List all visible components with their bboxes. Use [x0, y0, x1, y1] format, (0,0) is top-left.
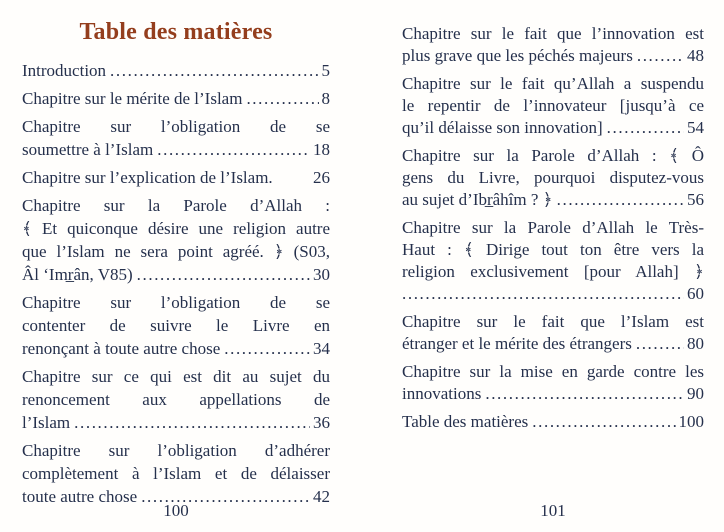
page-ref: 26 — [313, 168, 330, 187]
toc-entry-line: complètement à l’Islam et de délaisser — [22, 464, 330, 483]
toc-entries-left — [22, 59, 330, 508]
page-ref: 42 — [313, 487, 330, 506]
toc-entry-text: soumettre à l’Islam — [22, 140, 154, 159]
toc-entry-text: Chapitre sur l’explication de l’Islam. — [22, 168, 273, 187]
toc-entry-line: contenter de suivre le Livre en — [22, 316, 330, 335]
toc-entry-text: Chapitre sur le mérite de l’Islam — [22, 89, 243, 108]
toc-entry — [402, 145, 704, 211]
page-right — [402, 23, 704, 439]
dot-leader — [246, 87, 318, 110]
dot-leader — [157, 138, 310, 161]
toc-entry-line: Chapitre sur le fait que l’innovation est — [402, 24, 704, 43]
toc-entry-lastline — [22, 87, 330, 110]
toc-entry — [22, 365, 330, 434]
page-left — [22, 16, 330, 513]
dot-leader — [636, 333, 684, 355]
toc-entry-text: innovations — [402, 384, 482, 403]
toc-entry-line: Chapitre sur l’obligation de se — [22, 293, 330, 312]
page-ref: 60 — [687, 284, 704, 303]
toc-entry — [22, 166, 330, 189]
toc-entry-lastline — [22, 138, 330, 161]
page-ref: 5 — [321, 61, 330, 80]
toc-entry-line: Chapitre sur le fait qu’Allah a suspendu — [402, 74, 704, 93]
toc-entry-text: plus grave que les péchés majeurs — [402, 46, 633, 65]
dot-leader — [557, 189, 684, 211]
toc-entry — [22, 194, 330, 286]
toc-entry-lastline — [402, 411, 704, 433]
toc-entry-line: Haut : ﴾ Dirige tout ton être vers la — [402, 240, 704, 259]
toc-entry-lastline — [22, 411, 330, 434]
page-ref: 90 — [687, 384, 704, 403]
dot-leader — [137, 263, 310, 286]
toc-entry-line: le repentir de l’innovateur [jusqu’à ce — [402, 96, 704, 115]
toc-entry-text: renonçant à toute autre chose — [22, 339, 221, 358]
toc-entry-line: Chapitre sur l’obligation d’adhérer — [22, 441, 330, 460]
toc-entry-lastline — [402, 333, 704, 355]
toc-entry — [22, 59, 330, 82]
toc-entry-lastline — [402, 189, 704, 211]
toc-entry-line: renoncement aux appellations de — [22, 390, 330, 409]
toc-title: Table des matières — [79, 19, 273, 45]
toc-entry-lastline — [22, 337, 330, 360]
toc-entry-text: Introduction — [22, 61, 107, 80]
toc-entry — [402, 361, 704, 405]
toc-entry — [22, 115, 330, 161]
toc-entry-text: qu’il délaisse son innovation] — [402, 118, 603, 137]
toc-entry-lastline — [22, 263, 330, 286]
toc-entry-line: Chapitre sur la mise en garde contre les — [402, 362, 704, 381]
toc-entry — [402, 411, 704, 433]
toc-entry-text: Âl ‘Imr̲ân, V85) — [22, 265, 133, 284]
dot-leader — [607, 117, 684, 139]
toc-entry — [22, 291, 330, 360]
dot-leader — [402, 283, 684, 305]
toc-entry — [402, 73, 704, 139]
toc-entry-line: Chapitre sur la Parole d’Allah : — [22, 196, 330, 215]
page-ref: 18 — [313, 140, 330, 159]
toc-entry-line: Chapitre sur la Parole d’Allah le Très- — [402, 218, 704, 237]
toc-entry — [402, 23, 704, 67]
toc-entries-right — [402, 23, 704, 433]
toc-entry-text: étranger et le mérite des étrangers — [402, 334, 632, 353]
page-ref: 48 — [687, 46, 704, 65]
folio-left: 100 — [163, 501, 189, 520]
toc-entry — [402, 217, 704, 305]
page-ref: 80 — [687, 334, 704, 353]
toc-entry-text: toute autre chose — [22, 487, 138, 506]
dot-leader — [485, 383, 684, 405]
toc-entry-lastline — [402, 117, 704, 139]
toc-entry-lastline — [22, 59, 330, 82]
toc-entry-line: Chapitre sur l’obligation de se — [22, 117, 330, 136]
toc-entry-line: Chapitre sur la Parole d’Allah : ﴾ Ô — [402, 146, 704, 165]
dot-leader — [532, 411, 675, 433]
toc-entry-lastline — [402, 383, 704, 405]
page-ref: 36 — [313, 413, 330, 432]
toc-entry — [22, 87, 330, 110]
page-ref: 100 — [678, 412, 704, 431]
toc-entry — [22, 439, 330, 508]
page-ref: 8 — [321, 89, 330, 108]
toc-entry-text: Table des matières — [402, 412, 529, 431]
toc-entry-text: l’Islam — [22, 413, 71, 432]
page-ref: 54 — [687, 118, 704, 137]
toc-entry-text: au sujet d’Ibr̲âhîm ? ﴿ — [402, 190, 553, 209]
page-ref: 34 — [313, 339, 330, 358]
dot-leader — [110, 59, 318, 82]
toc-entry-lastline — [402, 283, 704, 305]
dot-leader — [74, 411, 310, 434]
toc-entry-line: Chapitre sur ce qui est dit au sujet du — [22, 367, 330, 386]
toc-entry — [402, 311, 704, 355]
page-ref: 30 — [313, 265, 330, 284]
page-ref: 56 — [687, 190, 704, 209]
toc-entry-line: Chapitre sur le fait que l’Islam est — [402, 312, 704, 331]
toc-entry-line: ﴾ Et quiconque désire une religion autre — [22, 219, 330, 238]
toc-entry-line: gens du Livre, pourquoi disputez-vous — [402, 168, 704, 187]
toc-entry-lastline — [22, 166, 330, 189]
toc-entry-line: que l’Islam ne sera point agréé. ﴿ (S03, — [22, 242, 330, 261]
dot-leader — [637, 45, 684, 67]
dot-leader — [224, 337, 310, 360]
folio-right: 101 — [540, 501, 566, 520]
toc-entry-line: religion exclusivement [pour Allah] ﴿ — [402, 262, 704, 281]
toc-entry-lastline — [402, 45, 704, 67]
